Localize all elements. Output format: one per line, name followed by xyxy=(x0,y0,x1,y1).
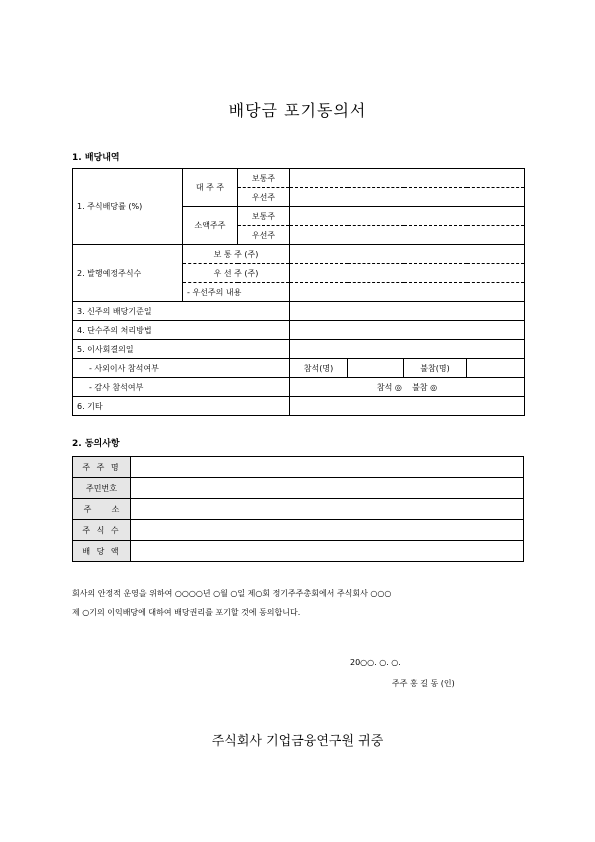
preferred-content-label: - 우선주의 내용 xyxy=(183,283,290,302)
planned-preferred-field[interactable] xyxy=(290,264,525,283)
resident-number-field[interactable] xyxy=(131,478,524,499)
major-shareholder-label: 대 주 주 xyxy=(183,169,238,207)
row-record-date-label: 3. 신주의 배당기준일 xyxy=(73,302,290,321)
row-dividend-rate-label: 1. 주식배당률 (%) xyxy=(73,169,183,245)
minor-shareholder-label: 소액주주 xyxy=(183,207,238,245)
outside-director-attend-label: 참석(명) xyxy=(290,359,348,378)
row-board-resolution-label: 5. 이사회결의일 xyxy=(73,340,290,359)
minor-common-rate-field[interactable] xyxy=(290,207,525,226)
dividend-details-table xyxy=(72,168,525,416)
address-label: 주 소 xyxy=(73,499,131,520)
page-title: 배당금 포기동의서 xyxy=(228,101,367,120)
preferred-stock-label: 우선주 xyxy=(238,188,290,207)
planned-common-label: 보 통 주 (주) xyxy=(183,245,290,264)
section-1-heading: 1. 배당내역 xyxy=(72,153,120,163)
minor-preferred-rate-field[interactable] xyxy=(290,226,525,245)
shareholder-name-field[interactable] xyxy=(131,457,524,478)
section-2-heading: 2. 동의사항 xyxy=(72,439,120,449)
preferred-stock-label: 우선주 xyxy=(238,226,290,245)
address-field[interactable] xyxy=(131,499,524,520)
record-date-field[interactable] xyxy=(290,302,525,321)
row-fractional-shares-label: 4. 단수주의 처리방법 xyxy=(73,321,290,340)
resident-number-label: 주민번호 xyxy=(73,478,131,499)
addressee: 주식회사 기업금융연구원 귀중 xyxy=(211,734,384,749)
shareholder-name-label: 주 주 명 xyxy=(73,457,131,478)
fractional-shares-field[interactable] xyxy=(290,321,525,340)
preferred-content-field[interactable] xyxy=(290,283,525,302)
auditor-attendance-options[interactable]: 참석 ◎ 불참 ◎ xyxy=(290,378,525,397)
row-planned-shares-label: 2. 발행예정주식수 xyxy=(73,245,183,302)
consent-text-line-2: 제 ○기의 이익배당에 대하여 배당권리를 포기할 것에 동의합니다. xyxy=(72,608,301,617)
outside-director-absent-label: 불참(명) xyxy=(404,359,467,378)
dividend-amount-label: 배 당 액 xyxy=(73,541,131,562)
other-field[interactable] xyxy=(290,397,525,416)
dividend-amount-field[interactable] xyxy=(131,541,524,562)
common-stock-label: 보통주 xyxy=(238,169,290,188)
major-common-rate-field[interactable] xyxy=(290,169,525,188)
signer-name: 주주 홍 길 동 (인) xyxy=(392,679,455,688)
outside-director-absent-field[interactable] xyxy=(467,359,525,378)
planned-common-field[interactable] xyxy=(290,245,525,264)
share-count-field[interactable] xyxy=(131,520,524,541)
signature-date: 20○○. ○. ○. xyxy=(350,658,401,667)
row-other-label: 6. 기타 xyxy=(73,397,290,416)
share-count-label: 주 식 수 xyxy=(73,520,131,541)
planned-preferred-label: 우 선 주 (주) xyxy=(183,264,290,283)
board-resolution-field[interactable] xyxy=(290,340,525,359)
outside-director-attend-field[interactable] xyxy=(348,359,404,378)
auditor-attendance-label: - 감사 참석여부 xyxy=(73,378,290,397)
major-preferred-rate-field[interactable] xyxy=(290,188,525,207)
consent-table xyxy=(72,456,524,562)
outside-director-label: - 사외이사 참석여부 xyxy=(73,359,290,378)
consent-text-line-1: 회사의 안정적 운영을 위하여 ○○○○년 ○월 ○일 제○회 정기주주총회에서 주식회사 ○○○ xyxy=(72,589,392,598)
common-stock-label: 보통주 xyxy=(238,207,290,226)
